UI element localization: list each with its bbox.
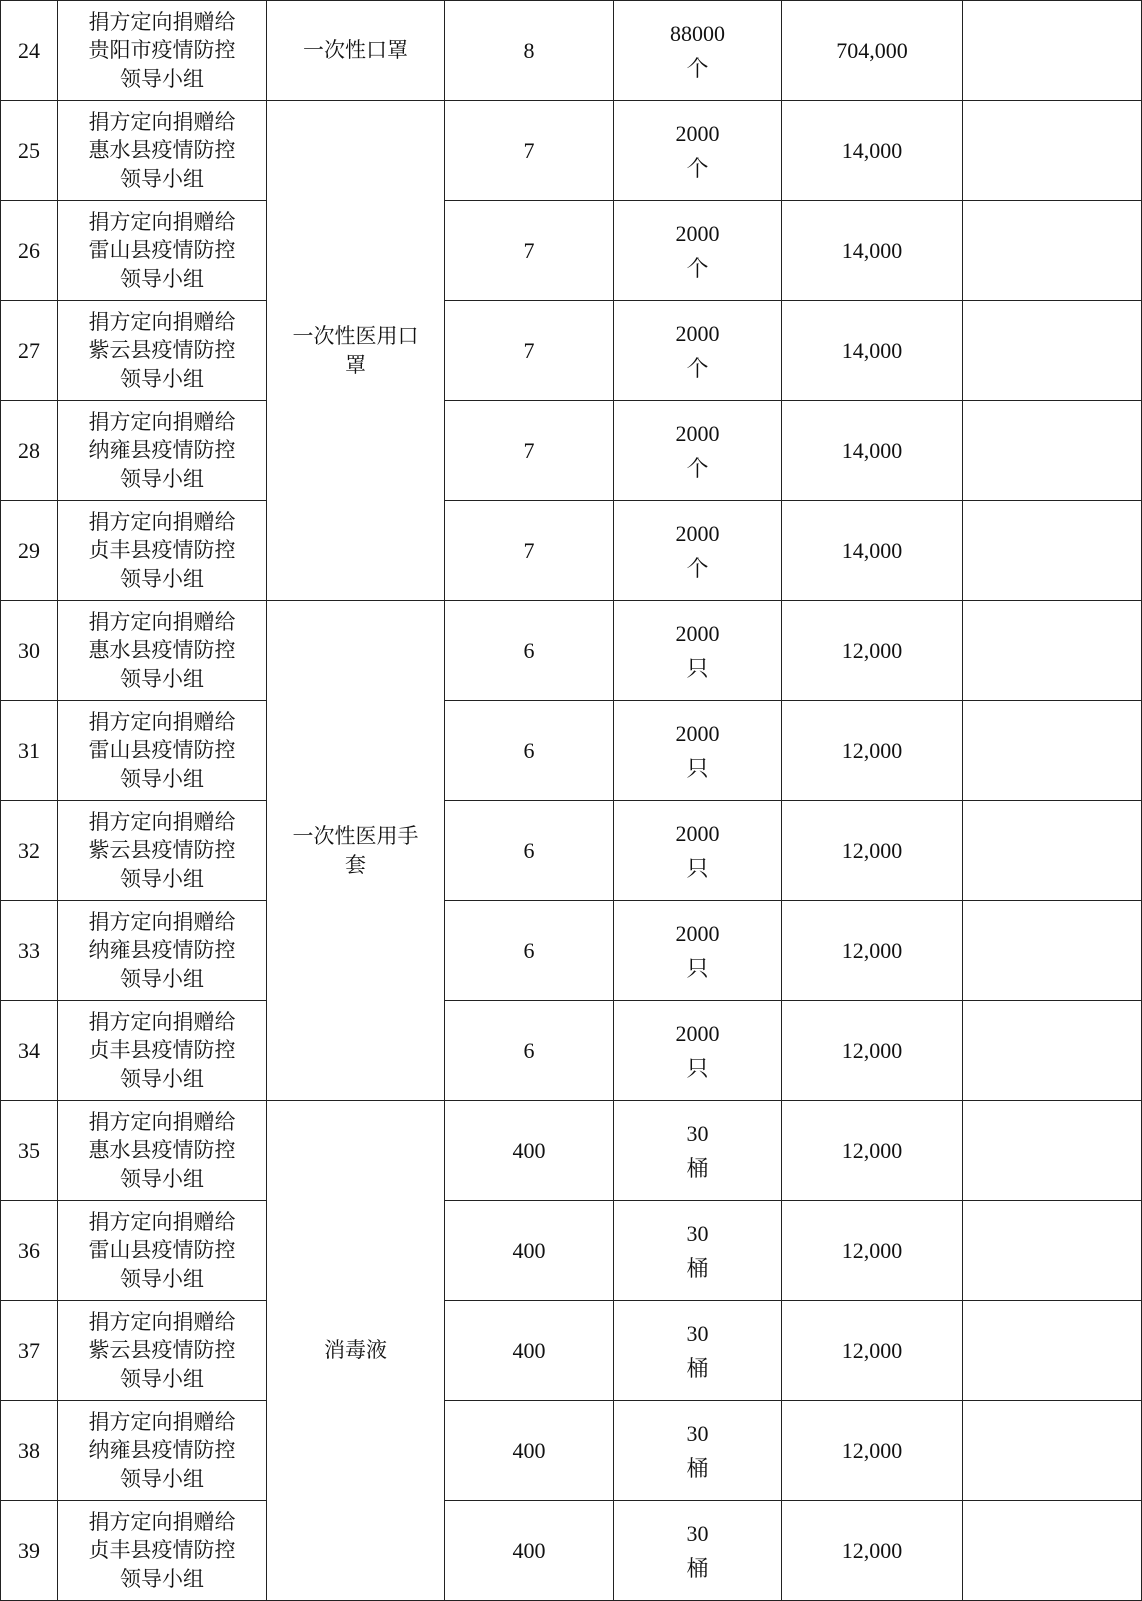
- unit-price-cell: 7: [445, 401, 614, 501]
- cell-line: 捐方定向捐赠给: [88, 409, 236, 434]
- cell-line: 领导小组: [120, 66, 204, 91]
- table-row: [1, 301, 1142, 401]
- quantity-cell: [614, 1301, 782, 1401]
- cell-line: 惠水县疫情防控: [88, 138, 236, 163]
- cell-line: 领导小组: [120, 466, 204, 491]
- recipient-cell: [58, 1401, 267, 1501]
- total-amount-cell: 12,000: [782, 601, 963, 701]
- cell-line: 捐方定向捐赠给: [88, 1009, 236, 1034]
- total-amount-cell: 12,000: [782, 1501, 963, 1601]
- cell-line: 领导小组: [120, 566, 204, 591]
- remark-cell: [963, 901, 1142, 1001]
- cell-line: 紫云县疫情防控: [88, 338, 236, 363]
- row-number: 34: [1, 1001, 58, 1101]
- unit-price-cell: 7: [445, 301, 614, 401]
- table-row: [1, 801, 1142, 901]
- row-number: 39: [1, 1501, 58, 1601]
- remark-cell: [963, 1001, 1142, 1101]
- recipient-cell: [58, 1001, 267, 1101]
- total-amount-cell: 12,000: [782, 901, 963, 1001]
- cell-line: 捐方定向捐赠给: [88, 1509, 236, 1534]
- quantity-unit: 桶: [686, 1155, 709, 1181]
- table-row: [1, 1501, 1142, 1601]
- total-amount-cell: 12,000: [782, 1401, 963, 1501]
- quantity-value: 2000: [675, 420, 720, 446]
- cell-line: 一次性口罩: [303, 38, 408, 62]
- total-amount-cell: 14,000: [782, 201, 963, 301]
- unit-price-cell: 400: [445, 1101, 614, 1201]
- recipient-cell: [58, 401, 267, 501]
- quantity-unit: 只: [686, 755, 709, 781]
- recipient-cell: [58, 1, 267, 101]
- recipient-cell: [58, 101, 267, 201]
- quantity-cell: [614, 301, 782, 401]
- total-amount-cell: 12,000: [782, 1001, 963, 1101]
- total-amount-cell: 14,000: [782, 301, 963, 401]
- row-number: 35: [1, 1101, 58, 1201]
- quantity-value: 2000: [675, 120, 720, 146]
- quantity-value: 2000: [675, 220, 720, 246]
- table-row: [1, 701, 1142, 801]
- table-row: [1, 1401, 1142, 1501]
- cell-line: 捐方定向捐赠给: [88, 9, 236, 34]
- cell-line: 纳雍县疫情防控: [88, 938, 236, 963]
- quantity-value: 2000: [675, 620, 720, 646]
- row-number: 25: [1, 101, 58, 201]
- remark-cell: [963, 801, 1142, 901]
- cell-line: 雷山县疫情防控: [88, 238, 236, 263]
- recipient-cell: [58, 501, 267, 601]
- quantity-unit: 桶: [686, 1555, 709, 1581]
- quantity-cell: [614, 701, 782, 801]
- total-amount-cell: 12,000: [782, 801, 963, 901]
- table-row: [1, 201, 1142, 301]
- cell-line: 捐方定向捐赠给: [88, 309, 236, 334]
- cell-line: 罩: [345, 352, 366, 377]
- cell-line: 捐方定向捐赠给: [88, 1309, 236, 1334]
- table-body: [1, 1, 1142, 1601]
- cell-line: 贞丰县疫情防控: [88, 538, 236, 563]
- quantity-unit: 个: [686, 455, 709, 481]
- remark-cell: [963, 501, 1142, 601]
- row-number: 37: [1, 1301, 58, 1401]
- remark-cell: [963, 101, 1142, 201]
- row-number: 38: [1, 1401, 58, 1501]
- unit-price-cell: 400: [445, 1201, 614, 1301]
- quantity-cell: [614, 501, 782, 601]
- cell-line: 捐方定向捐赠给: [88, 909, 236, 934]
- cell-line: 领导小组: [120, 866, 204, 891]
- quantity-value: 30: [686, 1420, 709, 1446]
- cell-line: 领导小组: [120, 266, 204, 291]
- quantity-cell: [614, 101, 782, 201]
- remark-cell: [963, 1501, 1142, 1601]
- quantity-unit: 个: [686, 555, 709, 581]
- remark-cell: [963, 201, 1142, 301]
- unit-price-cell: 7: [445, 201, 614, 301]
- total-amount-cell: 704,000: [782, 1, 963, 101]
- quantity-value: 2000: [675, 1020, 720, 1046]
- quantity-value: 30: [686, 1520, 709, 1546]
- cell-line: 领导小组: [120, 766, 204, 791]
- remark-cell: [963, 601, 1142, 701]
- recipient-cell: [58, 601, 267, 701]
- row-number: 30: [1, 601, 58, 701]
- quantity-unit: 桶: [686, 1255, 709, 1281]
- remark-cell: [963, 701, 1142, 801]
- cell-line: 纳雍县疫情防控: [88, 438, 236, 463]
- quantity-cell: [614, 1501, 782, 1601]
- unit-price-cell: 6: [445, 1001, 614, 1101]
- cell-line: 贵阳市疫情防控: [88, 38, 236, 63]
- unit-price-cell: 6: [445, 701, 614, 801]
- total-amount-cell: 12,000: [782, 1101, 963, 1201]
- recipient-cell: [58, 1301, 267, 1401]
- cell-line: 领导小组: [120, 1566, 204, 1591]
- cell-line: 领导小组: [120, 166, 204, 191]
- remark-cell: [963, 401, 1142, 501]
- cell-line: 紫云县疫情防控: [88, 838, 236, 863]
- unit-price-cell: 8: [445, 1, 614, 101]
- item-name-cell: [267, 1101, 445, 1601]
- quantity-unit: 只: [686, 855, 709, 881]
- quantity-value: 2000: [675, 320, 720, 346]
- cell-line: 紫云县疫情防控: [88, 1338, 236, 1363]
- quantity-unit: 个: [686, 55, 709, 81]
- cell-line: 领导小组: [120, 1266, 204, 1291]
- total-amount-cell: 14,000: [782, 501, 963, 601]
- quantity-cell: [614, 1, 782, 101]
- table-row: [1, 1201, 1142, 1301]
- table-row: [1, 1, 1142, 101]
- quantity-unit: 桶: [686, 1355, 709, 1381]
- table-row: [1, 1001, 1142, 1101]
- cell-line: 捐方定向捐赠给: [88, 1209, 236, 1234]
- recipient-cell: [58, 301, 267, 401]
- remark-cell: [963, 1201, 1142, 1301]
- unit-price-cell: 7: [445, 501, 614, 601]
- cell-line: 贞丰县疫情防控: [88, 1538, 236, 1563]
- cell-line: 捐方定向捐赠给: [88, 609, 236, 634]
- unit-price-cell: 400: [445, 1401, 614, 1501]
- cell-line: 领导小组: [120, 1466, 204, 1491]
- quantity-unit: 只: [686, 1055, 709, 1081]
- recipient-cell: [58, 1201, 267, 1301]
- quantity-unit: 个: [686, 355, 709, 381]
- cell-line: 捐方定向捐赠给: [88, 809, 236, 834]
- quantity-cell: [614, 201, 782, 301]
- row-number: 31: [1, 701, 58, 801]
- recipient-cell: [58, 201, 267, 301]
- unit-price-cell: 7: [445, 101, 614, 201]
- row-number: 27: [1, 301, 58, 401]
- row-number: 33: [1, 901, 58, 1001]
- item-name-cell: [267, 601, 445, 1101]
- quantity-value: 30: [686, 1320, 709, 1346]
- unit-price-cell: 400: [445, 1301, 614, 1401]
- row-number: 36: [1, 1201, 58, 1301]
- recipient-cell: [58, 1101, 267, 1201]
- quantity-cell: [614, 1001, 782, 1101]
- remark-cell: [963, 1301, 1142, 1401]
- quantity-cell: [614, 1401, 782, 1501]
- quantity-cell: [614, 401, 782, 501]
- recipient-cell: [58, 901, 267, 1001]
- quantity-value: 2000: [675, 520, 720, 546]
- cell-line: 领导小组: [120, 366, 204, 391]
- cell-line: 领导小组: [120, 666, 204, 691]
- cell-line: 雷山县疫情防控: [88, 1238, 236, 1263]
- cell-line: 惠水县疫情防控: [88, 1138, 236, 1163]
- row-number: 32: [1, 801, 58, 901]
- cell-line: 捐方定向捐赠给: [88, 1409, 236, 1434]
- cell-line: 贞丰县疫情防控: [88, 1038, 236, 1063]
- quantity-value: 30: [686, 1120, 709, 1146]
- cell-line: 一次性医用手: [292, 823, 419, 848]
- quantity-value: 2000: [675, 920, 720, 946]
- total-amount-cell: 12,000: [782, 701, 963, 801]
- unit-price-cell: 6: [445, 801, 614, 901]
- quantity-value: 2000: [675, 720, 720, 746]
- unit-price-cell: 400: [445, 1501, 614, 1601]
- quantity-value: 2000: [675, 820, 720, 846]
- quantity-unit: 个: [686, 155, 709, 181]
- item-name-cell: [267, 101, 445, 601]
- item-name-cell: [267, 1, 445, 101]
- unit-price-cell: 6: [445, 901, 614, 1001]
- row-number: 26: [1, 201, 58, 301]
- cell-line: 惠水县疫情防控: [88, 638, 236, 663]
- cell-line: 捐方定向捐赠给: [88, 209, 236, 234]
- table-row: [1, 1301, 1142, 1401]
- cell-line: 领导小组: [120, 966, 204, 991]
- row-number: 28: [1, 401, 58, 501]
- remark-cell: [963, 1401, 1142, 1501]
- quantity-unit: 只: [686, 655, 709, 681]
- cell-line: 雷山县疫情防控: [88, 738, 236, 763]
- unit-price-cell: 6: [445, 601, 614, 701]
- recipient-cell: [58, 1501, 267, 1601]
- cell-line: 捐方定向捐赠给: [88, 1109, 236, 1134]
- remark-cell: [963, 1, 1142, 101]
- cell-line: 消毒液: [324, 1338, 387, 1362]
- cell-line: 捐方定向捐赠给: [88, 509, 236, 534]
- remark-cell: [963, 301, 1142, 401]
- remark-cell: [963, 1101, 1142, 1201]
- cell-line: 捐方定向捐赠给: [88, 109, 236, 134]
- quantity-unit: 个: [686, 255, 709, 281]
- cell-line: 领导小组: [120, 1366, 204, 1391]
- table-row: [1, 601, 1142, 701]
- quantity-cell: [614, 1101, 782, 1201]
- quantity-cell: [614, 801, 782, 901]
- row-number: 29: [1, 501, 58, 601]
- quantity-value: 88000: [670, 20, 725, 46]
- table-row: [1, 401, 1142, 501]
- table-row: [1, 1101, 1142, 1201]
- quantity-value: 30: [686, 1220, 709, 1246]
- table-row: [1, 501, 1142, 601]
- table-row: [1, 901, 1142, 1001]
- total-amount-cell: 14,000: [782, 401, 963, 501]
- cell-line: 捐方定向捐赠给: [88, 709, 236, 734]
- quantity-cell: [614, 601, 782, 701]
- recipient-cell: [58, 801, 267, 901]
- total-amount-cell: 12,000: [782, 1301, 963, 1401]
- recipient-cell: [58, 701, 267, 801]
- cell-line: 纳雍县疫情防控: [88, 1438, 236, 1463]
- total-amount-cell: 12,000: [782, 1201, 963, 1301]
- row-number: 24: [1, 1, 58, 101]
- total-amount-cell: 14,000: [782, 101, 963, 201]
- cell-line: 领导小组: [120, 1166, 204, 1191]
- quantity-cell: [614, 901, 782, 1001]
- cell-line: 领导小组: [120, 1066, 204, 1091]
- table-row: [1, 101, 1142, 201]
- cell-line: 套: [345, 852, 366, 877]
- cell-line: 一次性医用口: [292, 323, 419, 348]
- quantity-unit: 桶: [686, 1455, 709, 1481]
- quantity-unit: 只: [686, 955, 709, 981]
- quantity-cell: [614, 1201, 782, 1301]
